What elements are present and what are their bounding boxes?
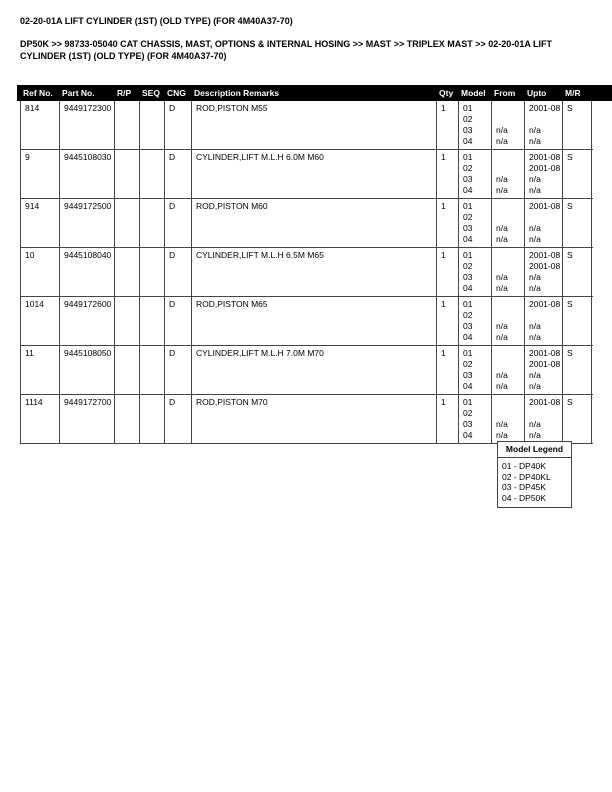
- cell-upto-line: n/a: [529, 136, 541, 146]
- cell-upto-line: [529, 212, 560, 223]
- cell-rp: [115, 199, 140, 247]
- cell-cng: D: [165, 101, 192, 149]
- cell-ref: 1014: [21, 297, 60, 345]
- cell-model-line: 03: [463, 223, 473, 233]
- cell-part: 9445108030: [60, 150, 115, 198]
- column-header-model: Model: [461, 88, 486, 98]
- column-header-qty: Qty: [439, 88, 454, 98]
- cell-seq: [140, 395, 165, 443]
- cell-rp: [115, 150, 140, 198]
- cell-model: [459, 395, 492, 443]
- cell-cng: D: [165, 199, 192, 247]
- cell-upto-line: n/a: [529, 283, 541, 293]
- cell-model-line: 04: [463, 136, 473, 146]
- cell-upto-line: [529, 114, 560, 125]
- cell-upto-line: [529, 408, 560, 419]
- cell-upto: [525, 199, 563, 247]
- cell-upto-line: n/a: [529, 381, 541, 391]
- cell-upto-line: 2001-08: [529, 103, 561, 113]
- cell-model-line: 01: [463, 299, 473, 309]
- column-header-cng: CNG: [167, 88, 186, 98]
- cell-seq: [140, 101, 165, 149]
- cell-upto: [525, 346, 563, 394]
- table-row: [21, 297, 593, 346]
- breadcrumb: DP50K >> 98733-05040 CAT CHASSIS, MAST, OPTIONS & INTERNAL HOSING >> MAST >> TRIPLEX MAST >> 02-20-01A LIFT CYLINDER (1ST) (OLD TYPE) (FOR 4M40A37-70): [20, 39, 552, 61]
- cell-from-line: [496, 261, 522, 272]
- cell-model: [459, 346, 492, 394]
- cell-upto-line: n/a: [529, 223, 541, 233]
- cell-from-line: n/a: [496, 419, 508, 429]
- cell-from-line: [496, 408, 522, 419]
- cell-model-line: 03: [463, 174, 473, 184]
- cell-seq: [140, 248, 165, 296]
- cell-model-line: 04: [463, 430, 473, 440]
- cell-seq: [140, 150, 165, 198]
- cell-upto-line: 2001-08: [529, 163, 561, 173]
- cell-part: 9449172300: [60, 101, 115, 149]
- cell-model-line: 02: [463, 261, 473, 271]
- cell-model: [459, 150, 492, 198]
- cell-mr: S: [563, 297, 592, 345]
- cell-from-line: n/a: [496, 234, 508, 244]
- cell-model-line: 04: [463, 185, 473, 195]
- cell-upto-line: n/a: [529, 174, 541, 184]
- cell-mr: S: [563, 101, 592, 149]
- cell-model: [459, 199, 492, 247]
- cell-desc: CYLINDER,LIFT M.L.H 6.0M M60: [192, 150, 437, 198]
- table-row: [21, 101, 593, 150]
- cell-from: [492, 346, 525, 394]
- cell-upto-line: n/a: [529, 370, 541, 380]
- cell-ref: 814: [21, 101, 60, 149]
- cell-qty: 1: [437, 395, 459, 443]
- cell-ref: 9: [21, 150, 60, 198]
- cell-cng: D: [165, 395, 192, 443]
- cell-from-line: n/a: [496, 321, 508, 331]
- cell-model-line: 04: [463, 381, 473, 391]
- model-legend-title: Model Legend: [498, 442, 571, 458]
- cell-mr: S: [563, 395, 592, 443]
- cell-upto-line: [529, 310, 560, 321]
- table-header-row: [17, 85, 612, 101]
- cell-from: [492, 150, 525, 198]
- cell-cng: D: [165, 248, 192, 296]
- cell-from-line: n/a: [496, 125, 508, 135]
- column-header-part-no: Part No.: [62, 88, 95, 98]
- cell-from-line: n/a: [496, 223, 508, 233]
- cell-upto: [525, 150, 563, 198]
- table-row: [21, 395, 593, 444]
- cell-cng: D: [165, 297, 192, 345]
- cell-seq: [140, 297, 165, 345]
- cell-upto-line: n/a: [529, 430, 541, 440]
- cell-from-line: [496, 299, 522, 310]
- cell-model-line: 03: [463, 370, 473, 380]
- table-row: [21, 346, 593, 395]
- cell-part: 9445108040: [60, 248, 115, 296]
- cell-from-line: n/a: [496, 185, 508, 195]
- cell-from-line: [496, 152, 522, 163]
- cell-model-line: 01: [463, 152, 473, 162]
- cell-mr: S: [563, 346, 592, 394]
- cell-qty: 1: [437, 346, 459, 394]
- cell-part: 9449172700: [60, 395, 115, 443]
- cell-upto: [525, 248, 563, 296]
- cell-from-line: [496, 310, 522, 321]
- cell-from: [492, 297, 525, 345]
- cell-model-line: 01: [463, 348, 473, 358]
- cell-from: [492, 395, 525, 443]
- cell-qty: 1: [437, 101, 459, 149]
- table-header-bar: [17, 85, 612, 101]
- cell-from-line: n/a: [496, 370, 508, 380]
- cell-model-line: 01: [463, 250, 473, 260]
- cell-model-line: 03: [463, 321, 473, 331]
- cell-desc: ROD,PISTON M55: [192, 101, 437, 149]
- cell-model-line: 03: [463, 125, 473, 135]
- column-header-seq: SEQ: [142, 88, 160, 98]
- cell-desc: ROD,PISTON M65: [192, 297, 437, 345]
- cell-mr: S: [563, 248, 592, 296]
- cell-qty: 1: [437, 297, 459, 345]
- cell-rp: [115, 395, 140, 443]
- cell-from: [492, 199, 525, 247]
- cell-model-line: 02: [463, 163, 473, 173]
- page-title: 02-20-01A LIFT CYLINDER (1ST) (OLD TYPE) (FOR 4M40A37-70): [20, 16, 293, 26]
- cell-model: [459, 248, 492, 296]
- cell-upto: [525, 101, 563, 149]
- column-header-ref-no: Ref No.: [23, 88, 53, 98]
- cell-model-line: 04: [463, 283, 473, 293]
- cell-ref: 11: [21, 346, 60, 394]
- model-legend-item: 02 - DP40KL: [502, 471, 551, 482]
- cell-part: 9445108050: [60, 346, 115, 394]
- cell-mr: S: [563, 199, 592, 247]
- cell-upto-line: 2001-08: [529, 299, 561, 309]
- cell-model-line: 02: [463, 310, 473, 320]
- column-header-description-remarks: Description Remarks: [194, 88, 280, 98]
- cell-from: [492, 101, 525, 149]
- parts-table-body: [20, 101, 593, 444]
- cell-from-line: [496, 348, 522, 359]
- cell-upto-line: 2001-08: [529, 348, 561, 358]
- cell-model-line: 02: [463, 359, 473, 369]
- cell-model-line: 02: [463, 408, 473, 418]
- cell-model-line: 01: [463, 397, 473, 407]
- cell-upto: [525, 297, 563, 345]
- cell-from-line: n/a: [496, 283, 508, 293]
- cell-from-line: n/a: [496, 381, 508, 391]
- column-header-r-p: R/P: [117, 88, 132, 98]
- cell-upto-line: 2001-08: [529, 250, 561, 260]
- table-row: [21, 150, 593, 199]
- model-legend: [497, 441, 572, 508]
- cell-model-line: 04: [463, 234, 473, 244]
- cell-upto-line: 2001-08: [529, 359, 561, 369]
- cell-from-line: [496, 250, 522, 261]
- cell-part: 9449172500: [60, 199, 115, 247]
- cell-upto-line: n/a: [529, 332, 541, 342]
- model-legend-item: 04 - DP50K: [502, 492, 546, 503]
- cell-ref: 1114: [21, 395, 60, 443]
- cell-upto-line: n/a: [529, 125, 541, 135]
- cell-upto: [525, 395, 563, 443]
- cell-from-line: [496, 103, 522, 114]
- cell-model-line: 01: [463, 201, 473, 211]
- cell-qty: 1: [437, 199, 459, 247]
- model-legend-item: 03 - DP45K: [502, 482, 546, 492]
- cell-rp: [115, 101, 140, 149]
- cell-model-line: 03: [463, 272, 473, 282]
- cell-mr: S: [563, 150, 592, 198]
- cell-upto-line: 2001-08: [529, 397, 561, 407]
- cell-from-line: n/a: [496, 174, 508, 184]
- cell-upto-line: n/a: [529, 234, 541, 244]
- cell-upto-line: 2001-08: [529, 201, 561, 211]
- cell-upto-line: n/a: [529, 272, 541, 282]
- cell-ref: 914: [21, 199, 60, 247]
- cell-cng: D: [165, 150, 192, 198]
- cell-from-line: [496, 201, 522, 212]
- cell-from-line: [496, 397, 522, 408]
- column-header-m-r: M/R: [565, 88, 581, 98]
- cell-from-line: [496, 212, 522, 223]
- cell-model-line: 04: [463, 332, 473, 342]
- cell-rp: [115, 248, 140, 296]
- cell-from: [492, 248, 525, 296]
- cell-desc: ROD,PISTON M70: [192, 395, 437, 443]
- cell-rp: [115, 346, 140, 394]
- cell-upto-line: n/a: [529, 321, 541, 331]
- cell-model-line: 03: [463, 419, 473, 429]
- cell-model-line: 02: [463, 114, 473, 124]
- cell-from-line: [496, 114, 522, 125]
- cell-cng: D: [165, 346, 192, 394]
- model-legend-items: [498, 458, 571, 507]
- cell-from-line: n/a: [496, 136, 508, 146]
- cell-qty: 1: [437, 150, 459, 198]
- cell-part: 9449172600: [60, 297, 115, 345]
- cell-from-line: n/a: [496, 272, 508, 282]
- cell-from-line: [496, 359, 522, 370]
- cell-desc: CYLINDER,LIFT M.L.H 6.5M M65: [192, 248, 437, 296]
- cell-upto-line: n/a: [529, 419, 541, 429]
- cell-rp: [115, 297, 140, 345]
- cell-upto-line: 2001-08: [529, 152, 561, 162]
- column-header-from: From: [494, 88, 516, 98]
- cell-model: [459, 297, 492, 345]
- cell-upto-line: 2001-08: [529, 261, 561, 271]
- cell-seq: [140, 199, 165, 247]
- cell-qty: 1: [437, 248, 459, 296]
- cell-ref: 10: [21, 248, 60, 296]
- cell-from-line: n/a: [496, 332, 508, 342]
- column-header-upto: Upto: [527, 88, 547, 98]
- cell-desc: CYLINDER,LIFT M.L.H 7.0M M70: [192, 346, 437, 394]
- model-legend-item: 01 - DP40K: [502, 461, 546, 471]
- table-row: [21, 248, 593, 297]
- cell-seq: [140, 346, 165, 394]
- cell-model: [459, 101, 492, 149]
- cell-from-line: n/a: [496, 430, 508, 440]
- cell-desc: ROD,PISTON M60: [192, 199, 437, 247]
- table-row: [21, 199, 593, 248]
- cell-model-line: 02: [463, 212, 473, 222]
- cell-model-line: 01: [463, 103, 473, 113]
- cell-upto-line: n/a: [529, 185, 541, 195]
- cell-from-line: [496, 163, 522, 174]
